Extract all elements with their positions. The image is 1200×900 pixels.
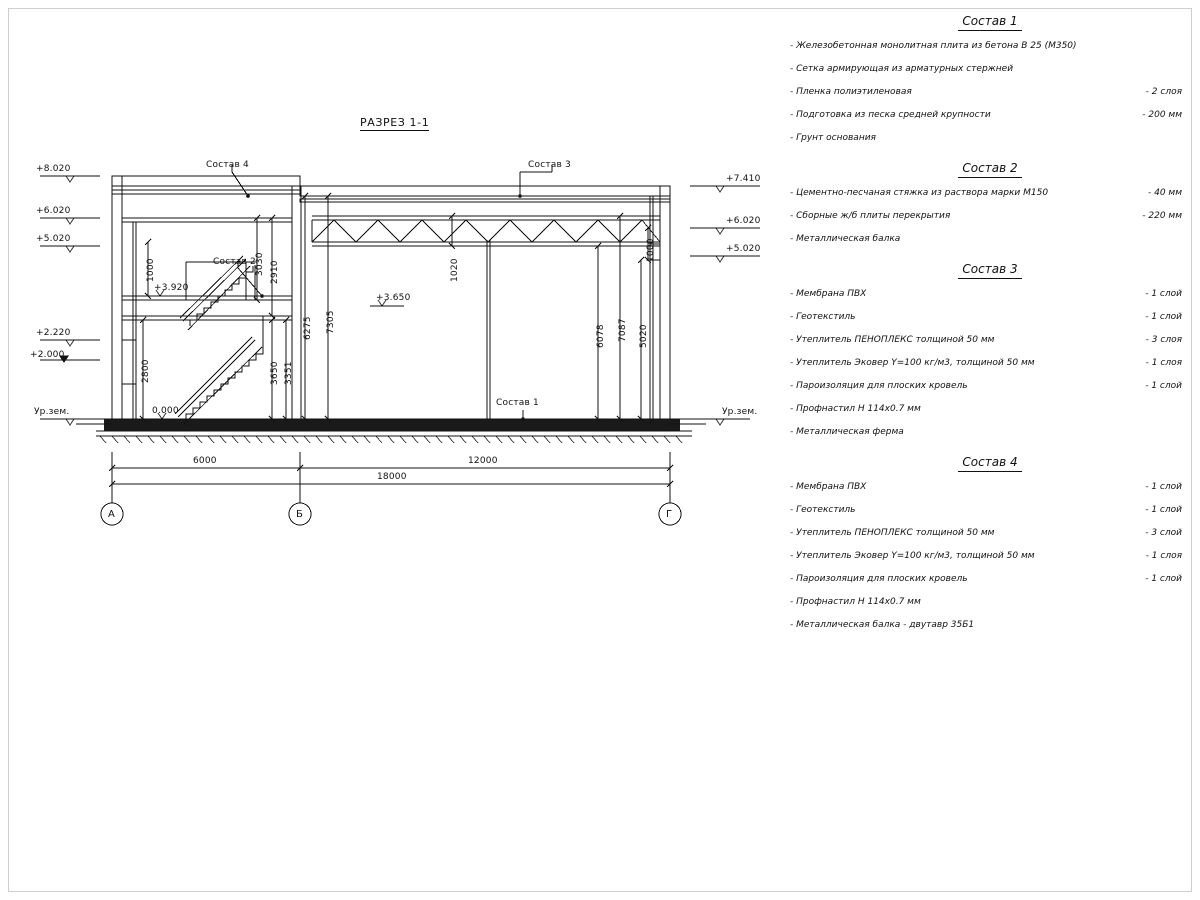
spec-row-label: - Металлическая балка bbox=[790, 234, 901, 244]
spec-row-label: - Пароизоляция для плоских кровель bbox=[790, 574, 968, 584]
inner-mark-0: +3.920 bbox=[154, 283, 189, 293]
hdim-12000: 12000 bbox=[468, 456, 498, 466]
spec-row bbox=[790, 505, 1190, 515]
spec-row-label: - Металлическая ферма bbox=[790, 427, 904, 437]
spec-row-label: - Мембрана ПВХ bbox=[790, 482, 867, 492]
section-drawing bbox=[0, 0, 800, 560]
spec-row-label: - Профнастил Н 114х0.7 мм bbox=[790, 404, 921, 414]
spec-row-label: - Утеплитель Эковер Y=100 кг/м3, толщиной 50 мм bbox=[790, 551, 1035, 561]
vdim-2800: 2800 bbox=[141, 359, 151, 383]
spec-row-value: - 1 слоя bbox=[1145, 551, 1182, 561]
specifications-panel bbox=[790, 14, 1190, 648]
hdim-18000: 18000 bbox=[377, 472, 407, 482]
spec-row-value: - 200 мм bbox=[1142, 110, 1182, 120]
spec-block-3 bbox=[790, 262, 1190, 437]
spec-row bbox=[790, 133, 1190, 143]
spec-row-value: - 3 слоя bbox=[1145, 335, 1182, 345]
hdim-6000: 6000 bbox=[193, 456, 217, 466]
level-label-right-0: +7.410 bbox=[726, 174, 761, 184]
spec-row bbox=[790, 41, 1190, 51]
spec-block-2 bbox=[790, 161, 1190, 244]
spec-title-2: Состав 2 bbox=[790, 161, 1190, 177]
spec-row bbox=[790, 64, 1190, 74]
spec-title-4: Состав 4 bbox=[790, 455, 1190, 471]
spec-row bbox=[790, 289, 1190, 299]
vdim-3351: 3351 bbox=[284, 361, 294, 385]
inner-mark-1: +3.650 bbox=[376, 293, 411, 303]
spec-row-value: - 1 слоя bbox=[1145, 358, 1182, 368]
axis-label-a: А bbox=[108, 509, 116, 520]
spec-row-value: - 2 слоя bbox=[1145, 87, 1182, 97]
spec-row-value: - 1 слой bbox=[1145, 381, 1182, 391]
vdim-7305: 7305 bbox=[326, 310, 336, 334]
spec-row-label: - Подготовка из песка средней крупности bbox=[790, 110, 991, 120]
spec-row bbox=[790, 482, 1190, 492]
spec-row-label: - Мембрана ПВХ bbox=[790, 289, 867, 299]
spec-row-value: - 220 мм bbox=[1142, 211, 1182, 221]
spec-title-1: Состав 1 bbox=[790, 14, 1190, 30]
axis-label-g: Г bbox=[666, 509, 673, 520]
spec-title-3: Состав 3 bbox=[790, 262, 1190, 278]
callout-sostav-3: Состав 3 bbox=[528, 160, 571, 170]
drawing-title bbox=[360, 116, 429, 129]
vdim-6275: 6275 bbox=[303, 316, 313, 340]
level-label-left-4: +2.000 bbox=[30, 350, 65, 360]
level-label-left-3: +2.220 bbox=[36, 328, 71, 338]
spec-row-label: - Утеплитель ПЕНОПЛЕКС толщиной 50 мм bbox=[790, 528, 995, 538]
callout-sostav-4: Состав 4 bbox=[206, 160, 249, 170]
spec-row-label: - Металлическая балка - двутавр 35Б1 bbox=[790, 620, 975, 630]
spec-row bbox=[790, 211, 1190, 221]
spec-row-label: - Сетка армирующая из арматурных стержней bbox=[790, 64, 1014, 74]
vdim-7087: 7087 bbox=[618, 318, 628, 342]
spec-row-label: - Геотекстиль bbox=[790, 505, 856, 515]
spec-row-value: - 1 слой bbox=[1145, 505, 1182, 515]
spec-row-label: - Утеплитель ПЕНОПЛЕКС толщиной 50 мм bbox=[790, 335, 995, 345]
spec-row bbox=[790, 312, 1190, 322]
drawing-title-text: РАЗРЕЗ 1-1 bbox=[360, 116, 430, 129]
spec-row-label: - Утеплитель Эковер Y=100 кг/м3, толщиной 50 мм bbox=[790, 358, 1035, 368]
spec-row-label: - Пароизоляция для плоских кровель bbox=[790, 381, 968, 391]
spec-row-value: - 3 слой bbox=[1145, 528, 1182, 538]
level-label-right-3: Ур.зем. bbox=[722, 407, 758, 417]
spec-row bbox=[790, 188, 1190, 198]
spec-row bbox=[790, 574, 1190, 584]
level-label-left-0: +8.020 bbox=[36, 164, 71, 174]
spec-row bbox=[790, 358, 1190, 368]
level-label-left-2: +5.020 bbox=[36, 234, 71, 244]
spec-row-label: - Грунт основания bbox=[790, 133, 876, 143]
spec-row-label: - Сборные ж/б плиты перекрытия bbox=[790, 211, 951, 221]
spec-row-value: - 40 мм bbox=[1147, 188, 1182, 198]
vdim-1020: 1020 bbox=[450, 258, 460, 282]
level-label-right-2: +5.020 bbox=[726, 244, 761, 254]
spec-row bbox=[790, 234, 1190, 244]
spec-row bbox=[790, 110, 1190, 120]
spec-row-label: - Профнастил Н 114х0.7 мм bbox=[790, 597, 921, 607]
spec-row bbox=[790, 427, 1190, 437]
spec-block-4 bbox=[790, 455, 1190, 630]
vdim-2910: 2910 bbox=[270, 260, 280, 284]
spec-row bbox=[790, 551, 1190, 561]
spec-row-value: - 1 слой bbox=[1145, 289, 1182, 299]
spec-row-value: - 1 слой bbox=[1145, 312, 1182, 322]
axis-label-b: Б bbox=[296, 509, 304, 520]
inner-mark-2: 0.000 bbox=[152, 406, 179, 416]
spec-block-1 bbox=[790, 14, 1190, 143]
spec-row-label: - Цементно-песчаная стяжка из раствора марки М150 bbox=[790, 188, 1049, 198]
spec-row bbox=[790, 528, 1190, 538]
vdim-5020: 5020 bbox=[639, 324, 649, 348]
vdim-3650: 3650 bbox=[270, 361, 280, 385]
level-label-left-5: Ур.зем. bbox=[34, 407, 70, 417]
spec-row bbox=[790, 404, 1190, 414]
spec-row bbox=[790, 335, 1190, 345]
spec-row bbox=[790, 381, 1190, 391]
vdim-1000-right: 1000 bbox=[646, 238, 656, 262]
spec-row-label: - Геотекстиль bbox=[790, 312, 856, 322]
callout-sostav-1: Состав 1 bbox=[496, 398, 539, 408]
vdim-3030: 3030 bbox=[255, 252, 265, 276]
vdim-1000-left: 1000 bbox=[146, 258, 156, 282]
level-label-left-1: +6.020 bbox=[36, 206, 71, 216]
spec-row-label: - Пленка полиэтиленовая bbox=[790, 87, 912, 97]
spec-row bbox=[790, 620, 1190, 630]
vdim-6078: 6078 bbox=[596, 324, 606, 348]
callout-sostav-2: Состав 2 bbox=[213, 257, 256, 267]
spec-row-value: - 1 слой bbox=[1145, 574, 1182, 584]
spec-row-value: - 1 слой bbox=[1145, 482, 1182, 492]
spec-row bbox=[790, 597, 1190, 607]
spec-row-label: - Железобетонная монолитная плита из бетона В 25 (М350) bbox=[790, 41, 1077, 51]
spec-row bbox=[790, 87, 1190, 97]
level-label-right-1: +6.020 bbox=[726, 216, 761, 226]
